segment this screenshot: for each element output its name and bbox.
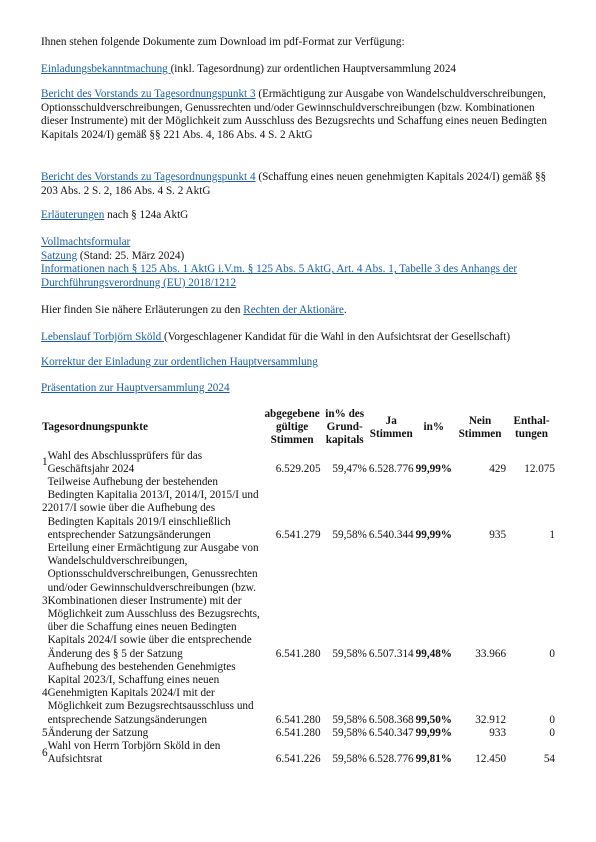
- yes-pct-cell: 99,81%: [415, 753, 452, 766]
- doc-bericht-3-desc: (Ermächtigung zur Ausgabe von Wandelschuldverschreibungen, Optionsschuldverschreibungen, Genussrechten und/oder Gewinnschuldverschreibungen (bzw. Kombinationen dieser Instrumente) mit der Möglichkeit zum Ausschluss des Bezugsrechts und Schaffung eines neuen Bedingten Kapitals 2024/I) gemäß §§ 221 Abs. 4, 186 Abs. 4 S. 2 AktG: [41, 88, 547, 141]
- capital-cell: 59,58%: [332, 528, 367, 541]
- yes-pct-cell: 99,48%: [415, 647, 452, 660]
- doc-rechte-post: .: [343, 304, 347, 316]
- header-no: Nein Stimmen: [458, 414, 502, 440]
- abstain-cell: 12.075: [524, 462, 555, 475]
- table-row: [41, 476, 556, 542]
- capital-cell: 59,58%: [332, 713, 367, 726]
- table-row: [41, 542, 556, 661]
- doc-einladung: [41, 63, 556, 77]
- topic-number: 1: [42, 456, 48, 469]
- yes-cell: 6.528.776: [368, 462, 414, 475]
- abstain-cell: 0: [549, 726, 555, 739]
- topic-cell: [41, 542, 263, 661]
- no-cell: 33.966: [475, 647, 507, 660]
- link-erlaeuterungen[interactable]: Erläuterungen: [41, 209, 105, 221]
- link-rechte-der-aktionaere[interactable]: Rechten der Aktionäre: [243, 304, 344, 316]
- link-lebenslauf[interactable]: Lebenslauf Torbjörn Sköld: [41, 331, 164, 343]
- link-bericht-top-3[interactable]: Bericht des Vorstands zu Tagesordnungspunkt 3: [41, 88, 256, 100]
- votes-cell: 6.541.280: [275, 713, 321, 726]
- topic-cell: [41, 661, 263, 727]
- topic-cell: [41, 450, 263, 476]
- topic-number: 2: [42, 502, 48, 515]
- abstain-cell: 1: [549, 528, 555, 541]
- link-einladungsbekanntmachung[interactable]: Einladungsbekanntmachung: [41, 63, 171, 75]
- link-informationen-125[interactable]: Informationen nach § 125 Abs. 1 AktG i.V.m. § 125 Abs. 5 AktG, Art. 4 Abs. 1, Tabelle 3 des Anhangs der Durchführungsverordnung (EU) 2018/1212: [41, 263, 518, 289]
- link-vollmachtsformular[interactable]: Vollmachtsformular: [41, 236, 131, 248]
- doc-erlaeuterungen-desc: nach § 124a AktG: [104, 209, 189, 221]
- topic-cell: [41, 740, 263, 766]
- yes-pct-cell: 99,99%: [415, 726, 452, 739]
- votes-cell: 6.541.280: [275, 647, 321, 660]
- voting-results-table: [41, 406, 556, 766]
- yes-cell: 6.540.344: [368, 528, 414, 541]
- yes-cell: 6.540.347: [368, 726, 414, 739]
- yes-cell: 6.507.314: [368, 647, 414, 660]
- table-row: [41, 727, 556, 740]
- doc-group-forms: [41, 236, 556, 290]
- link-praesentation[interactable]: Präsentation zur Hauptversammlung 2024: [41, 382, 230, 394]
- no-cell: 935: [489, 528, 507, 541]
- votes-cell: 6.541.226: [275, 753, 321, 766]
- topic-number: 3: [42, 594, 48, 607]
- yes-cell: 6.508.368: [368, 713, 414, 726]
- topic-cell: [41, 727, 263, 740]
- doc-bericht-4-desc: (Schaffung eines neuen genehmigten Kapitals 2024/I) gemäß §§ 203 Abs. 2 S. 2, 186 Abs. 4 S. 2 AktG: [41, 171, 547, 197]
- topic-text: Wahl des Abschlussprüfers für das Geschäftsjahr 2024: [47, 449, 203, 475]
- doc-lebenslauf: [41, 331, 556, 345]
- topic-text: Aufhebung des bestehenden Genehmigtes Kapital 2023/I, Schaffung eines neuen Genehmigten Kapitals 2024/I mit der Möglichkeit zum Bezugsrechtsausschluss und entsprechende Satzungsänderungen: [47, 660, 254, 726]
- intro-text: Ihnen stehen folgende Dokumente zum Download im pdf-Format zur Verfügung:: [41, 36, 405, 48]
- yes-pct-cell: 99,50%: [415, 713, 452, 726]
- link-korrektur-einladung[interactable]: Korrektur der Einladung zur ordentlichen Hauptversammlung: [41, 356, 318, 368]
- table-header-row: [41, 406, 556, 450]
- abstain-cell: 54: [543, 753, 555, 766]
- no-cell: 933: [489, 726, 507, 739]
- no-cell: 429: [489, 462, 507, 475]
- header-yes-pct: in%: [423, 421, 445, 434]
- votes-cell: 6.529.205: [275, 462, 321, 475]
- no-cell: 12.450: [475, 753, 507, 766]
- abstain-cell: 0: [549, 647, 555, 660]
- link-satzung[interactable]: Satzung: [41, 249, 78, 262]
- yes-pct-cell: 99,99%: [415, 528, 452, 541]
- topic-text: Wahl von Herrn Torbjörn Sköld in den Aufsichtsrat: [47, 740, 221, 766]
- link-bericht-top-4[interactable]: Bericht des Vorstands zu Tagesordnungspunkt 4: [41, 171, 256, 183]
- doc-praesentation: [41, 382, 556, 396]
- doc-lebenslauf-desc: (Vorgeschlagener Kandidat für die Wahl in den Aufsichtsrat der Gesellschaft): [164, 331, 511, 343]
- doc-bericht-3: [41, 88, 556, 142]
- topic-number: 5: [42, 726, 48, 739]
- header-topics: Tagesordnungspunkte: [42, 421, 148, 434]
- header-capital: in% des Grund-kapitals: [325, 408, 365, 447]
- capital-cell: 59,47%: [332, 462, 367, 475]
- doc-bericht-4: [41, 171, 556, 198]
- capital-cell: 59,58%: [332, 647, 367, 660]
- votes-cell: 6.541.279: [275, 528, 321, 541]
- no-cell: 32.912: [475, 713, 507, 726]
- capital-cell: 59,58%: [332, 753, 367, 766]
- doc-rechte: [41, 304, 556, 318]
- table-row: [41, 450, 556, 476]
- doc-einladung-desc: (inkl. Tagesordnung) zur ordentlichen Hauptversammlung 2024: [170, 63, 457, 75]
- table-row: [41, 740, 556, 766]
- doc-rechte-pre: Hier finden Sie nähere Erläuterungen zu den: [41, 304, 244, 316]
- doc-satzung-desc: (Stand: 25. März 2024): [77, 249, 185, 262]
- topic-cell: [41, 476, 263, 542]
- topic-text: Erteilung einer Ermächtigung zur Ausgabe von Wandelschuldverschreibungen, Optionsschuldverschreibungen, Genussrechten und/oder Gewinnschuldverschreibungen (bzw. Kombinationen dieser Instrumente) mit der Möglichkeit zum Ausschluss des Bezugsrechts, über die Schaffung eines neuen Bedingten Kapitals 2024/I sowie über die entsprechende Änderung des § 5 der Satzung: [47, 542, 260, 660]
- abstain-cell: 0: [549, 713, 555, 726]
- topic-number: 4: [42, 687, 48, 700]
- capital-cell: 59,58%: [332, 726, 367, 739]
- doc-korrektur: [41, 356, 556, 370]
- header-abstain: Enthal-tungen: [513, 414, 550, 440]
- doc-erlaeuterungen: [41, 209, 556, 223]
- header-yes: Ja Stimmen: [369, 414, 413, 440]
- header-votes: abgegebene gültige Stimmen: [264, 408, 320, 447]
- yes-cell: 6.528.776: [368, 753, 414, 766]
- topic-text: Teilweise Aufhebung der bestehenden Bedingten Kapitalia 2013/I, 2014/I, 2015/I und 2017/I sowie über die Aufhebung des Bedingten Kapitals 2019/I einschließlich entsprechender Satzungsänderungen: [47, 476, 259, 541]
- topic-text: Änderung der Satzung: [47, 726, 149, 739]
- table-row: [41, 661, 556, 727]
- yes-pct-cell: 99,99%: [415, 462, 452, 475]
- topic-number: 6: [42, 746, 48, 759]
- votes-cell: 6.541.280: [275, 726, 321, 739]
